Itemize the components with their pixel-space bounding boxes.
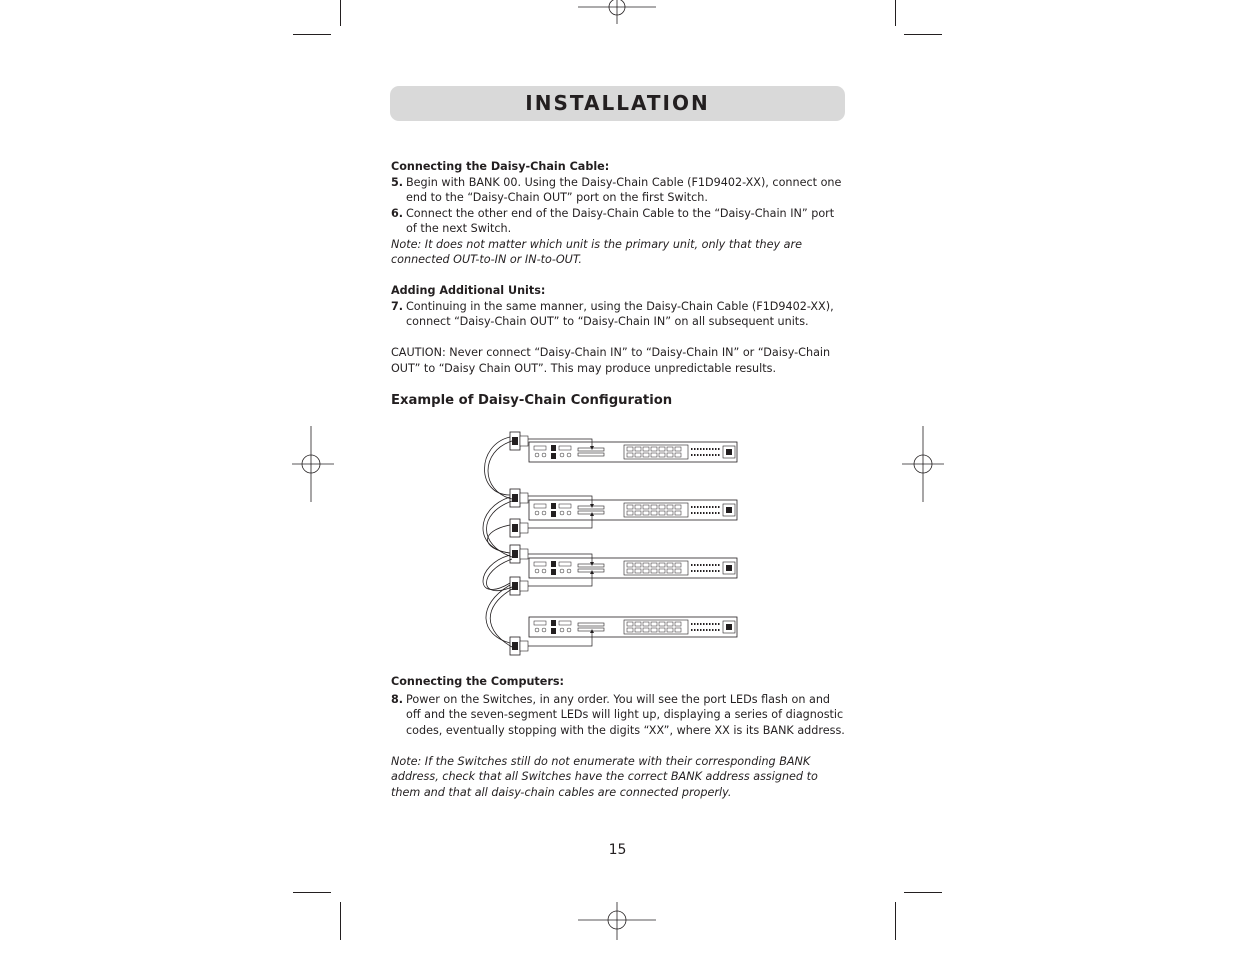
- step-item: [391, 206, 847, 237]
- cable-connector: [510, 432, 528, 450]
- switch-unit: [529, 500, 737, 520]
- step-item: [391, 175, 847, 206]
- registration-mark-right: [900, 426, 944, 502]
- step-item: [391, 299, 847, 330]
- note-text: Note: If the Switches still do not enumerate with their corresponding BANK address, check that all Switches have the correct BANK address assigned to them and that all daisy-chain cables are connected properly.: [391, 754, 818, 799]
- instructions-upper: [391, 159, 847, 410]
- step-text: Power on the Switches, in any order. You will see the port LEDs flash on and off and the seven-segment LEDs will light up, displaying a series of diagnostic codes, eventually stopping with the digits “XX”, where XX is its BANK address.: [406, 692, 845, 737]
- crop-mark: [904, 34, 942, 35]
- cable-connector: [510, 637, 528, 655]
- crop-mark: [293, 34, 331, 35]
- crop-mark: [895, 902, 896, 940]
- cable-connector: [510, 577, 528, 595]
- page-number: 15: [608, 842, 627, 858]
- section-heading: Connecting the Computers:: [391, 675, 565, 688]
- step-number: 6.: [391, 206, 404, 220]
- crop-mark: [340, 0, 341, 26]
- switch-unit: [529, 442, 737, 462]
- switch-unit: [529, 617, 737, 637]
- crop-mark: [293, 892, 331, 893]
- instructions-lower: [391, 674, 847, 800]
- daisy-chain-diagram: [474, 425, 744, 660]
- crop-mark: [340, 902, 341, 940]
- step-number: 5.: [391, 175, 404, 189]
- section-heading: Adding Additional Units:: [391, 284, 546, 297]
- step-text: Connect the other end of the Daisy-Chain Cable to the “Daisy-Chain IN” port of the next Switch.: [406, 206, 835, 235]
- registration-mark-left: [292, 426, 336, 502]
- registration-mark-top: [578, 0, 656, 26]
- cable-connector: [510, 519, 528, 537]
- step-text: Continuing in the same manner, using the Daisy-Chain Cable (F1D9402-XX), connect “Daisy-Chain OUT” to “Daisy-Chain IN” on all subsequent units.: [406, 299, 834, 328]
- header-banner: [390, 86, 845, 121]
- cable-connector: [510, 489, 528, 507]
- step-text: Begin with BANK 00. Using the Daisy-Chain Cable (F1D9402-XX), connect one end to the “Daisy-Chain OUT” port on the first Switch.: [406, 175, 842, 204]
- note-text: Note: It does not matter which unit is the primary unit, only that they are connected OUT-to-IN or IN-to-OUT.: [391, 237, 802, 266]
- section-heading: Connecting the Daisy-Chain Cable:: [391, 160, 610, 173]
- registration-mark-bottom: [578, 902, 656, 942]
- step-item: [391, 692, 847, 739]
- step-number: 7.: [391, 299, 404, 313]
- caution-text: CAUTION: Never connect “Daisy-Chain IN” to “Daisy-Chain IN” or “Daisy-Chain OUT” to “Daisy Chain OUT”. This may produce unpredictable results.: [391, 346, 831, 375]
- cable-connector: [510, 545, 528, 563]
- switch-unit: [529, 558, 737, 578]
- page-title: INSTALLATION: [525, 91, 710, 115]
- example-title: Example of Daisy-Chain Configuration: [391, 393, 673, 408]
- step-number: 8.: [391, 692, 404, 706]
- crop-mark: [895, 0, 896, 26]
- crop-mark: [904, 892, 942, 893]
